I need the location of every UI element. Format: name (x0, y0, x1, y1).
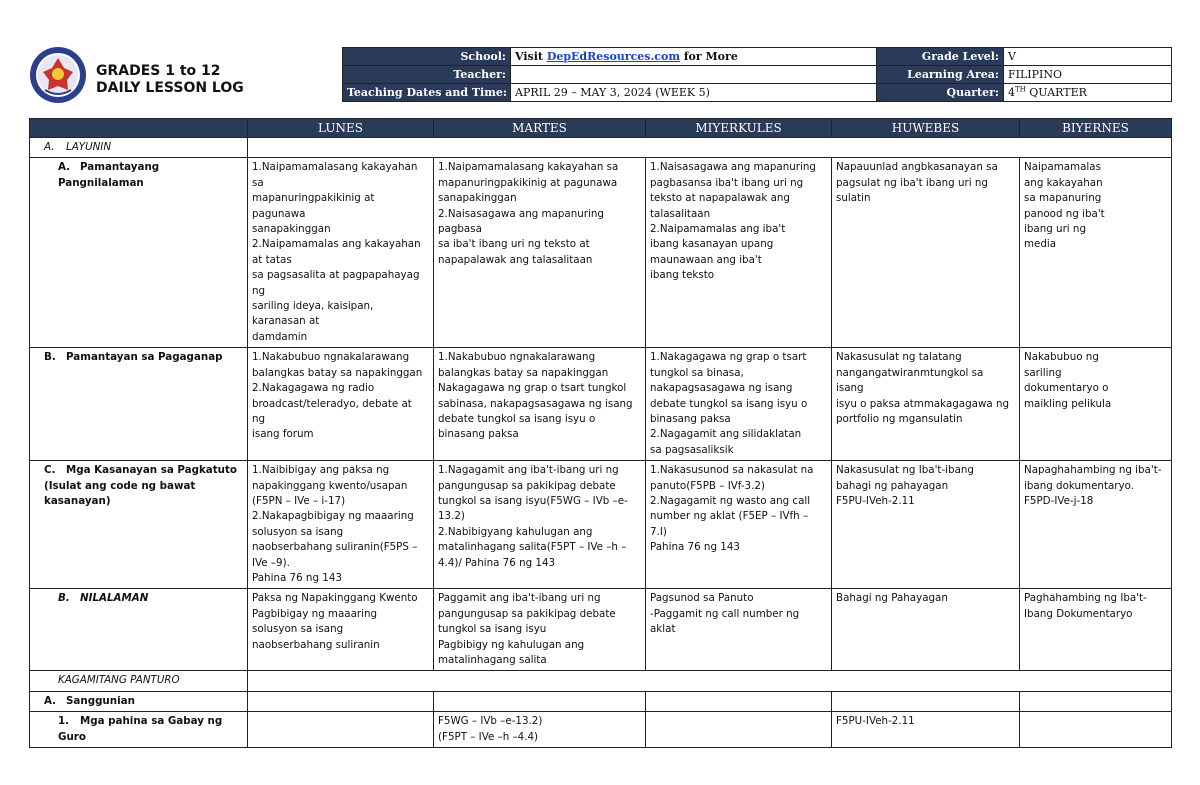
nil-huwebes: Bahagi ng Pahayagan (832, 589, 1020, 671)
sang-miyerkules (646, 691, 832, 711)
layunin-label (30, 138, 248, 158)
psp-lunes: 1.Nakabubuo ngnakalarawang balangkas batay sa napakinggan 2.Nakagagawa ng radio broadcast/teleradyo, debate at ng isang forum (248, 348, 434, 461)
table-row-kasanayan (30, 461, 1172, 589)
day-header-row (30, 119, 1172, 138)
nil-letter: B. (58, 592, 70, 605)
quarter-value (1004, 84, 1172, 102)
day-header-biyernes: BIYERNES (1020, 119, 1172, 138)
gabay-lunes (248, 712, 434, 748)
gabay-huwebes: F5PU-IVeh-2.11 (832, 712, 1020, 748)
dates-value: APRIL 29 – MAY 3, 2024 (WEEK 5) (511, 84, 877, 102)
pp-martes: 1.Naipamamalasang kakayahan sa mapanuringpakikinig at pagunawa sanapakinggan 2.Naisasagawa ang mapanuring pagbasa sa iba't ibang uri ng teksto at napapalawak ang talasalitaan (434, 158, 646, 348)
title-line-2: DAILY LESSON LOG (96, 80, 244, 96)
area-label: Learning Area: (877, 66, 1004, 84)
deped-seal-logo (29, 46, 87, 104)
school-value (511, 48, 877, 66)
day-header-martes: MARTES (434, 119, 646, 138)
grade-value: V (1004, 48, 1172, 66)
layunin-text: LAYUNIN (66, 141, 112, 153)
table-row-kagamitang (30, 671, 1172, 691)
page-title (96, 63, 244, 97)
gabay-letter: 1. (58, 715, 70, 728)
psp-martes: 1.Nakabubuo ngnakalarawang balangkas batay sa napakinggan Nakagagawa ng grap o tsart tungkol sabinasa, nakapagsasagawa ng isang debate tungkol sa isang isyu o binasang paksa (434, 348, 646, 461)
day-header-lunes: LUNES (248, 119, 434, 138)
grade-label: Grade Level: (877, 48, 1004, 66)
table-row-layunin (30, 138, 1172, 158)
gabay-biyernes (1020, 712, 1172, 748)
table-row-pamantayang-pangnilalaman (30, 158, 1172, 348)
table-row-pamantayan-sa-pagaganap (30, 348, 1172, 461)
psp-biyernes: Nakabubuo ng sariling dokumentaryo o maikling pelikula (1020, 348, 1172, 461)
title-line-1: GRADES 1 to 12 (96, 63, 221, 79)
pp-letter: A. (58, 161, 71, 174)
teacher-value (511, 66, 877, 84)
nilalaman-label (30, 589, 248, 671)
sanggunian-label (30, 691, 248, 711)
quarter-label: Quarter: (877, 84, 1004, 102)
lesson-table (29, 118, 1172, 748)
layunin-span-cell (248, 138, 1172, 158)
pamantayan-sa-pagaganap-label (30, 348, 248, 461)
kas-letter: C. (44, 464, 56, 477)
table-row-gabay (30, 712, 1172, 748)
nil-text: NILALAMAN (80, 592, 149, 605)
sang-text: Sanggunian (66, 694, 135, 707)
layunin-letter: A. (44, 141, 55, 153)
sang-letter: A. (44, 694, 57, 707)
deped-resources-link[interactable]: DepEdResources.com (546, 49, 680, 63)
gabay-miyerkules (646, 712, 832, 748)
pp-text: Pamantayang Pangnilalaman (58, 161, 160, 189)
gabay-martes: F5WG – IVb –e-13.2) (F5PT – IVe –h –4.4) (434, 712, 646, 748)
quarter-sup: TH (1015, 84, 1026, 93)
psp-text: Pamantayan sa Pagaganap (66, 351, 223, 364)
gabay-label (30, 712, 248, 748)
pamantayang-pangnilalaman-label (30, 158, 248, 348)
quarter-rest: QUARTER (1025, 85, 1087, 99)
school-prefix: Visit (515, 49, 547, 63)
pp-huwebes: Napauunlad angbkasanayan sa pagsulat ng iba't ibang uri ng sulatin (832, 158, 1020, 348)
kas-miyerkules: 1.Nakasusunod sa nakasulat na panuto(F5PB – IVf-3.2) 2.Nagagamit ng wasto ang call number ng aklat (F5EP – IVfh – 7.I) Pahina 76 ng 143 (646, 461, 832, 589)
sang-martes (434, 691, 646, 711)
dates-label: Teaching Dates and Time: (343, 84, 511, 102)
kas-lunes: 1.Naibibigay ang paksa ng napakinggang kwento/usapan (F5PN – IVe – i-17) 2.Nakapagbibigay ng maaaring solusyon sa isang naobserbahang suliranin(F5PS – IVe –9). Pahina 76 ng 143 (248, 461, 434, 589)
sang-huwebes (832, 691, 1020, 711)
teacher-label: Teacher: (343, 66, 511, 84)
kagamitang-label: KAGAMITANG PANTURO (30, 671, 248, 691)
gabay-text: Mga pahina sa Gabay ng Guro (58, 715, 223, 743)
nil-lunes: Paksa ng Napakinggang Kwento Pagbibigay ng maaaring solusyon sa isang naobserbahang suliranin (248, 589, 434, 671)
psp-letter: B. (44, 351, 56, 364)
pp-lunes: 1.Naipamamalasang kakayahan sa mapanuringpakikinig at pagunawa sanapakinggan 2.Naipamamalas ang kakayahan at tatas sa pagsasalita at pagpapahayag ng sariling ideya, kaisipan, karanasan at damdamin (248, 158, 434, 348)
sang-biyernes (1020, 691, 1172, 711)
area-value: FILIPINO (1004, 66, 1172, 84)
table-row-nilalaman (30, 589, 1172, 671)
kas-biyernes: Napaghahambing ng iba't- ibang dokumentaryo. F5PD-IVe-j-18 (1020, 461, 1172, 589)
blank-header (30, 119, 248, 138)
table-row-sanggunian (30, 691, 1172, 711)
sang-lunes (248, 691, 434, 711)
nil-miyerkules: Pagsunod sa Panuto -Paggamit ng call number ng aklat (646, 589, 832, 671)
psp-miyerkules: 1.Nakagagawa ng grap o tsart tungkol sa binasa, nakapagsasagawa ng isang debate tungkol sa isang isyu o binasang paksa 2.Nagagamit ang silidaklatan sa pagsasaliksik (646, 348, 832, 461)
kas-huwebes: Nakasusulat ng Iba't-ibang bahagi ng pahayagan F5PU-IVeh-2.11 (832, 461, 1020, 589)
kasanayan-label (30, 461, 248, 589)
psp-huwebes: Nakasusulat ng talatang nangangatwiranmtungkol sa isang isyu o paksa atmmakagagawa ng portfolio ng mgansulatin (832, 348, 1020, 461)
quarter-num: 4 (1008, 85, 1015, 99)
kas-text: Mga Kasanayan sa Pagkatuto (Isulat ang code ng bawat kasanayan) (44, 464, 237, 507)
header-info-table (342, 47, 1172, 102)
nil-martes: Paggamit ang iba't-ibang uri ng pangungusap sa pakikipag debate tungkol sa isang isyu Pagbibigy ng kahulugan ang matalinhagang salita (434, 589, 646, 671)
school-suffix: for More (679, 49, 738, 63)
pp-biyernes: Naipamamalas ang kakayahan sa mapanuring panood ng iba't ibang uri ng media (1020, 158, 1172, 348)
nil-biyernes: Paghahambing ng Iba't- Ibang Dokumentaryo (1020, 589, 1172, 671)
day-header-miyerkules: MIYERKULES (646, 119, 832, 138)
school-label: School: (343, 48, 511, 66)
pp-miyerkules: 1.Naisasagawa ang mapanuring pagbasansa iba't ibang uri ng teksto at napapalawak ang talasalitaan 2.Naipamamalas ang iba't ibang kasanayan upang maunawaan ang iba't ibang teksto (646, 158, 832, 348)
kagamitang-span-cell (248, 671, 1172, 691)
kas-martes: 1.Nagagamit ang iba't-ibang uri ng pangungusap sa pakikipag debate tungkol sa isang isyu(F5WG – IVb –e- 13.2) 2.Nabibigyang kahulugan ang matalinhagang salita(F5PT – IVe –h – 4.4)/ Pahina 76 ng 143 (434, 461, 646, 589)
day-header-huwebes: HUWEBES (832, 119, 1020, 138)
